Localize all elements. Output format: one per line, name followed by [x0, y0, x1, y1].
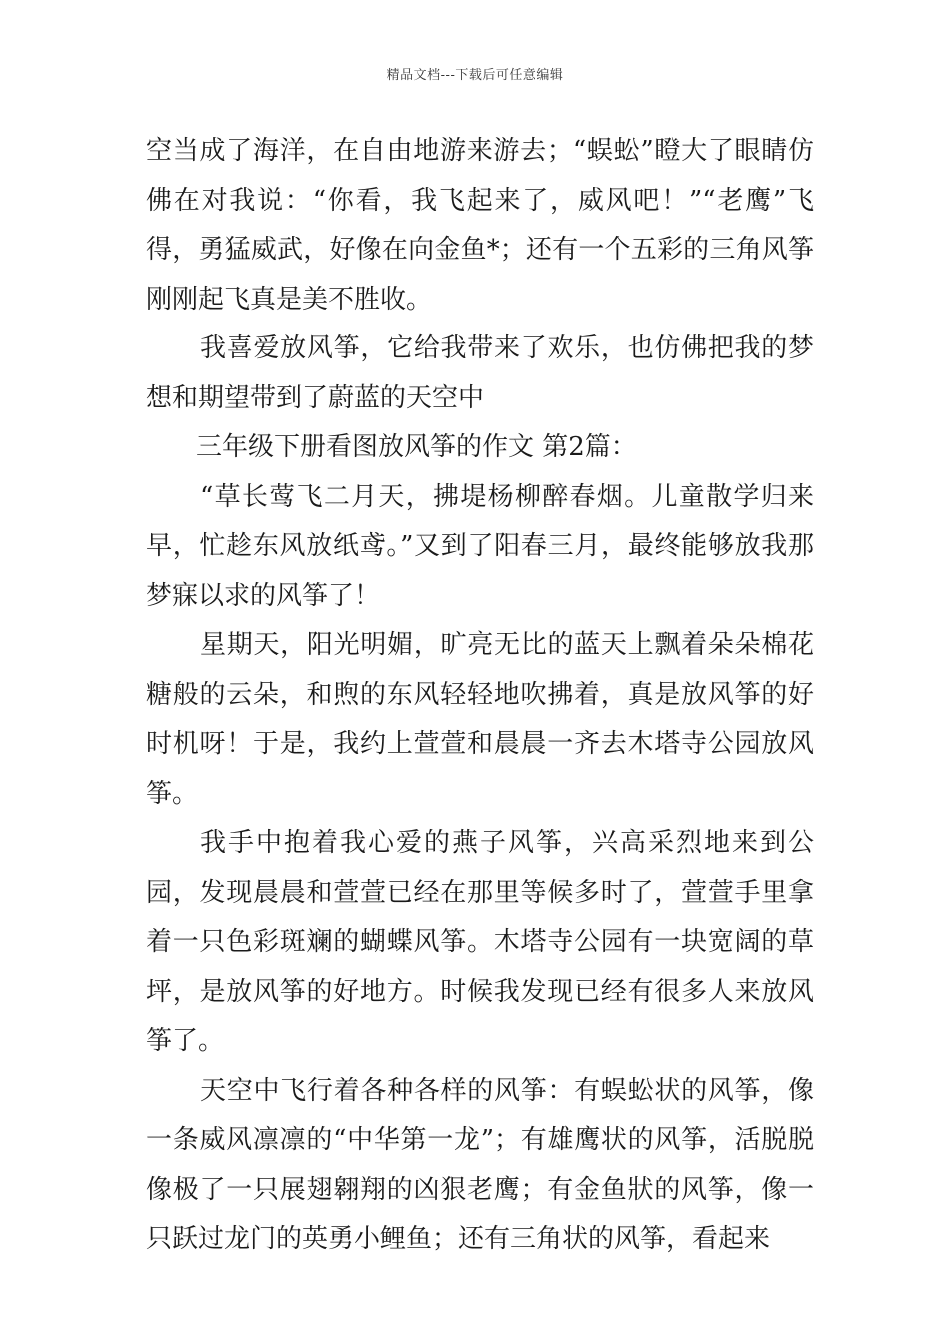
paragraph-continued: 空当成了海洋，在自由地游来游去；“蜈蚣”瞪大了眼睛仿佛在对我说：“你看，我飞起来了，威风吧！”“老鹰”飞得，勇猛威武，好像在向金鱼*；还有一个五彩的三角风筝刚刚起飞真是美不胜收。 — [146, 136, 814, 315]
paragraph: 我喜爱放风筝，它给我带来了欢乐，也仿佛把我的梦想和期望带到了蔚蓝的天空中 — [146, 333, 814, 413]
paragraph: 天空中飞行着各种各样的风筝：有蜈蚣状的风筝，像一条威风凛凛的“中华第一龙”；有雄鹰状的风筝，活脱脱像极了一只展翅翱翔的凶狠老鹰；有金鱼狀的风筝，像一只跃过龙门的英勇小鲤鱼；还有三角状的风筝，看起来 — [146, 1075, 814, 1254]
document-body — [146, 127, 814, 1265]
paragraph: 我手中抱着我心爱的燕子风筝，兴高采烈地来到公园，发现晨晨和萱萱已经在那里等候多时了，萱萱手里拿着一只色彩斑斓的蝴蝶风筝。木塔寺公园有一块宽阔的草坪，是放风筝的好地方。时候我发现已经有很多人来放风筝了。 — [146, 828, 814, 1056]
section-heading: 三年级下册看图放风筝的作文 第2篇： — [196, 432, 637, 462]
page-header: 精品文档---下载后可任意编辑 — [386, 68, 564, 83]
paragraph: 星期天，阳光明媚，旷亮无比的蓝天上飘着朵朵棉花糖般的云朵，和煦的东风轻轻地吹拂着，真是放风筝的好时机呀！于是，我约上萱萱和晨晨一齐去木塔寺公园放风筝。 — [146, 630, 814, 809]
paragraph: “草长莺飞二月天，拂堤杨柳醉春烟。儿童散学归来早，忙趁东风放纸鸢。”又到了阳春三月，最终能够放我那梦寐以求的风筝了！ — [146, 481, 814, 611]
